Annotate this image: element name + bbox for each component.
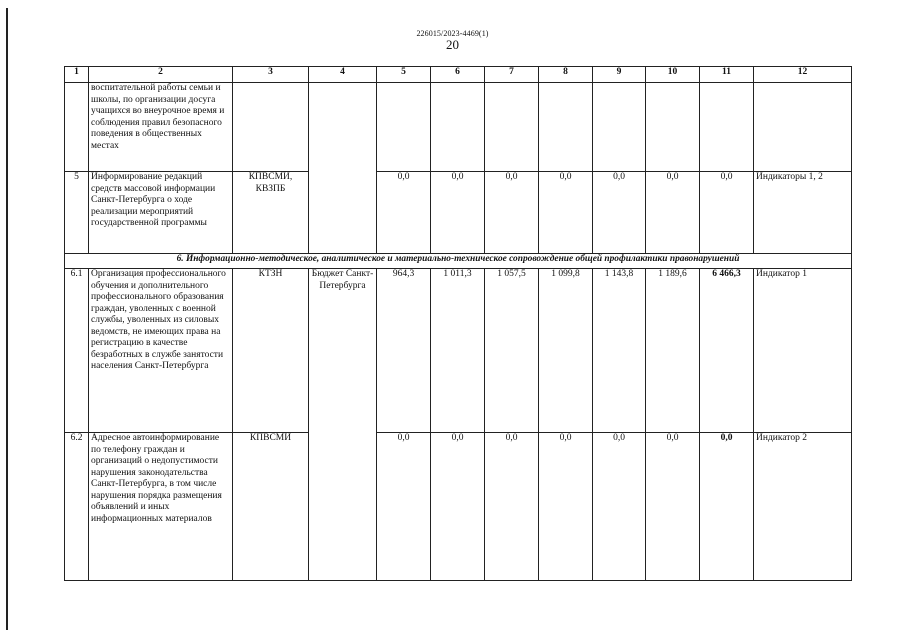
indicator-cell: Индикаторы 1, 2 — [754, 172, 852, 254]
table-row — [65, 172, 852, 254]
value-cell — [431, 83, 485, 172]
value-cell: 0,0 — [431, 172, 485, 254]
page-number: 20 — [446, 37, 459, 52]
column-header: 6 — [431, 67, 485, 83]
executor-cell: КПВСМИ — [233, 433, 309, 581]
executor-cell: КПВСМИ, КВЗПБ — [233, 172, 309, 254]
column-header: 3 — [233, 67, 309, 83]
value-cell: 1 057,5 — [485, 269, 539, 433]
funding-source-cell — [309, 83, 377, 254]
value-cell: 0,0 — [646, 433, 700, 581]
value-cell — [646, 83, 700, 172]
value-cell: 0,0 — [377, 172, 431, 254]
value-cell — [700, 83, 754, 172]
measure-text: Организация профессионального обучения и дополнительного профессионального образования граждан, уволенных с военной службы, уволенных из силовых ведомств, не имеющих права на регистрацию в качестве безработных в службе занятости населения Санкт-Петербурга — [89, 269, 233, 433]
value-cell: 1 099,8 — [539, 269, 593, 433]
table-row — [65, 83, 852, 172]
column-header: 7 — [485, 67, 539, 83]
value-cell: 1 011,3 — [431, 269, 485, 433]
row-number: 6.2 — [65, 433, 89, 581]
indicator-cell — [754, 83, 852, 172]
value-cell: 1 189,6 — [646, 269, 700, 433]
table-row — [65, 433, 852, 581]
total-value-cell: 0,0 — [700, 433, 754, 581]
binding-margin-line — [6, 8, 8, 630]
executor-cell: КТЗН — [233, 269, 309, 433]
column-header: 1 — [65, 67, 89, 83]
section-heading: 6. Информационно-методическое, аналитическое и материально-техническое сопровождение общей профилактики правонарушений — [65, 254, 852, 269]
row-number: 6.1 — [65, 269, 89, 433]
table-row — [65, 269, 852, 433]
measure-text: воспитательной работы семьи и школы, по организации досуга учащихся во внеурочное время и соблюдения правил безопасного поведения в общественных местах — [89, 83, 233, 172]
section-heading-row — [65, 254, 852, 269]
value-cell — [539, 83, 593, 172]
program-measures-table — [64, 66, 852, 581]
value-cell: 0,0 — [431, 433, 485, 581]
executor-cell — [233, 83, 309, 172]
value-cell: 0,0 — [539, 433, 593, 581]
value-cell — [377, 83, 431, 172]
value-cell — [485, 83, 539, 172]
value-cell: 0,0 — [593, 172, 646, 254]
document-number: 226015/2023-4469(1) — [416, 29, 489, 38]
funding-source-cell: Бюджет Санкт-Петербурга — [309, 269, 377, 581]
value-cell — [593, 83, 646, 172]
column-header: 12 — [754, 67, 852, 83]
value-cell: 0,0 — [646, 172, 700, 254]
column-header: 10 — [646, 67, 700, 83]
value-cell: 0,0 — [485, 433, 539, 581]
value-cell: 0,0 — [593, 433, 646, 581]
column-header: 8 — [539, 67, 593, 83]
column-header: 5 — [377, 67, 431, 83]
column-number-row — [65, 67, 852, 83]
row-number: 5 — [65, 172, 89, 254]
column-header: 4 — [309, 67, 377, 83]
value-cell: 0,0 — [485, 172, 539, 254]
value-cell: 0,0 — [377, 433, 431, 581]
row-number — [65, 83, 89, 172]
column-header: 2 — [89, 67, 233, 83]
value-cell: 0,0 — [539, 172, 593, 254]
indicator-cell: Индикатор 1 — [754, 269, 852, 433]
total-value-cell: 6 466,3 — [700, 269, 754, 433]
measure-text: Адресное автоинформирование по телефону граждан и организаций о недопустимости нарушения законодательства Санкт-Петербурга, в том числе нарушения порядка размещения объявлений и иных информационных материалов — [89, 433, 233, 581]
value-cell: 0,0 — [700, 172, 754, 254]
measure-text: Информирование редакций средств массовой информации Санкт-Петербурга о ходе реализации мероприятий государственной программы — [89, 172, 233, 254]
value-cell: 1 143,8 — [593, 269, 646, 433]
column-header: 11 — [700, 67, 754, 83]
column-header: 9 — [593, 67, 646, 83]
indicator-cell: Индикатор 2 — [754, 433, 852, 581]
value-cell: 964,3 — [377, 269, 431, 433]
